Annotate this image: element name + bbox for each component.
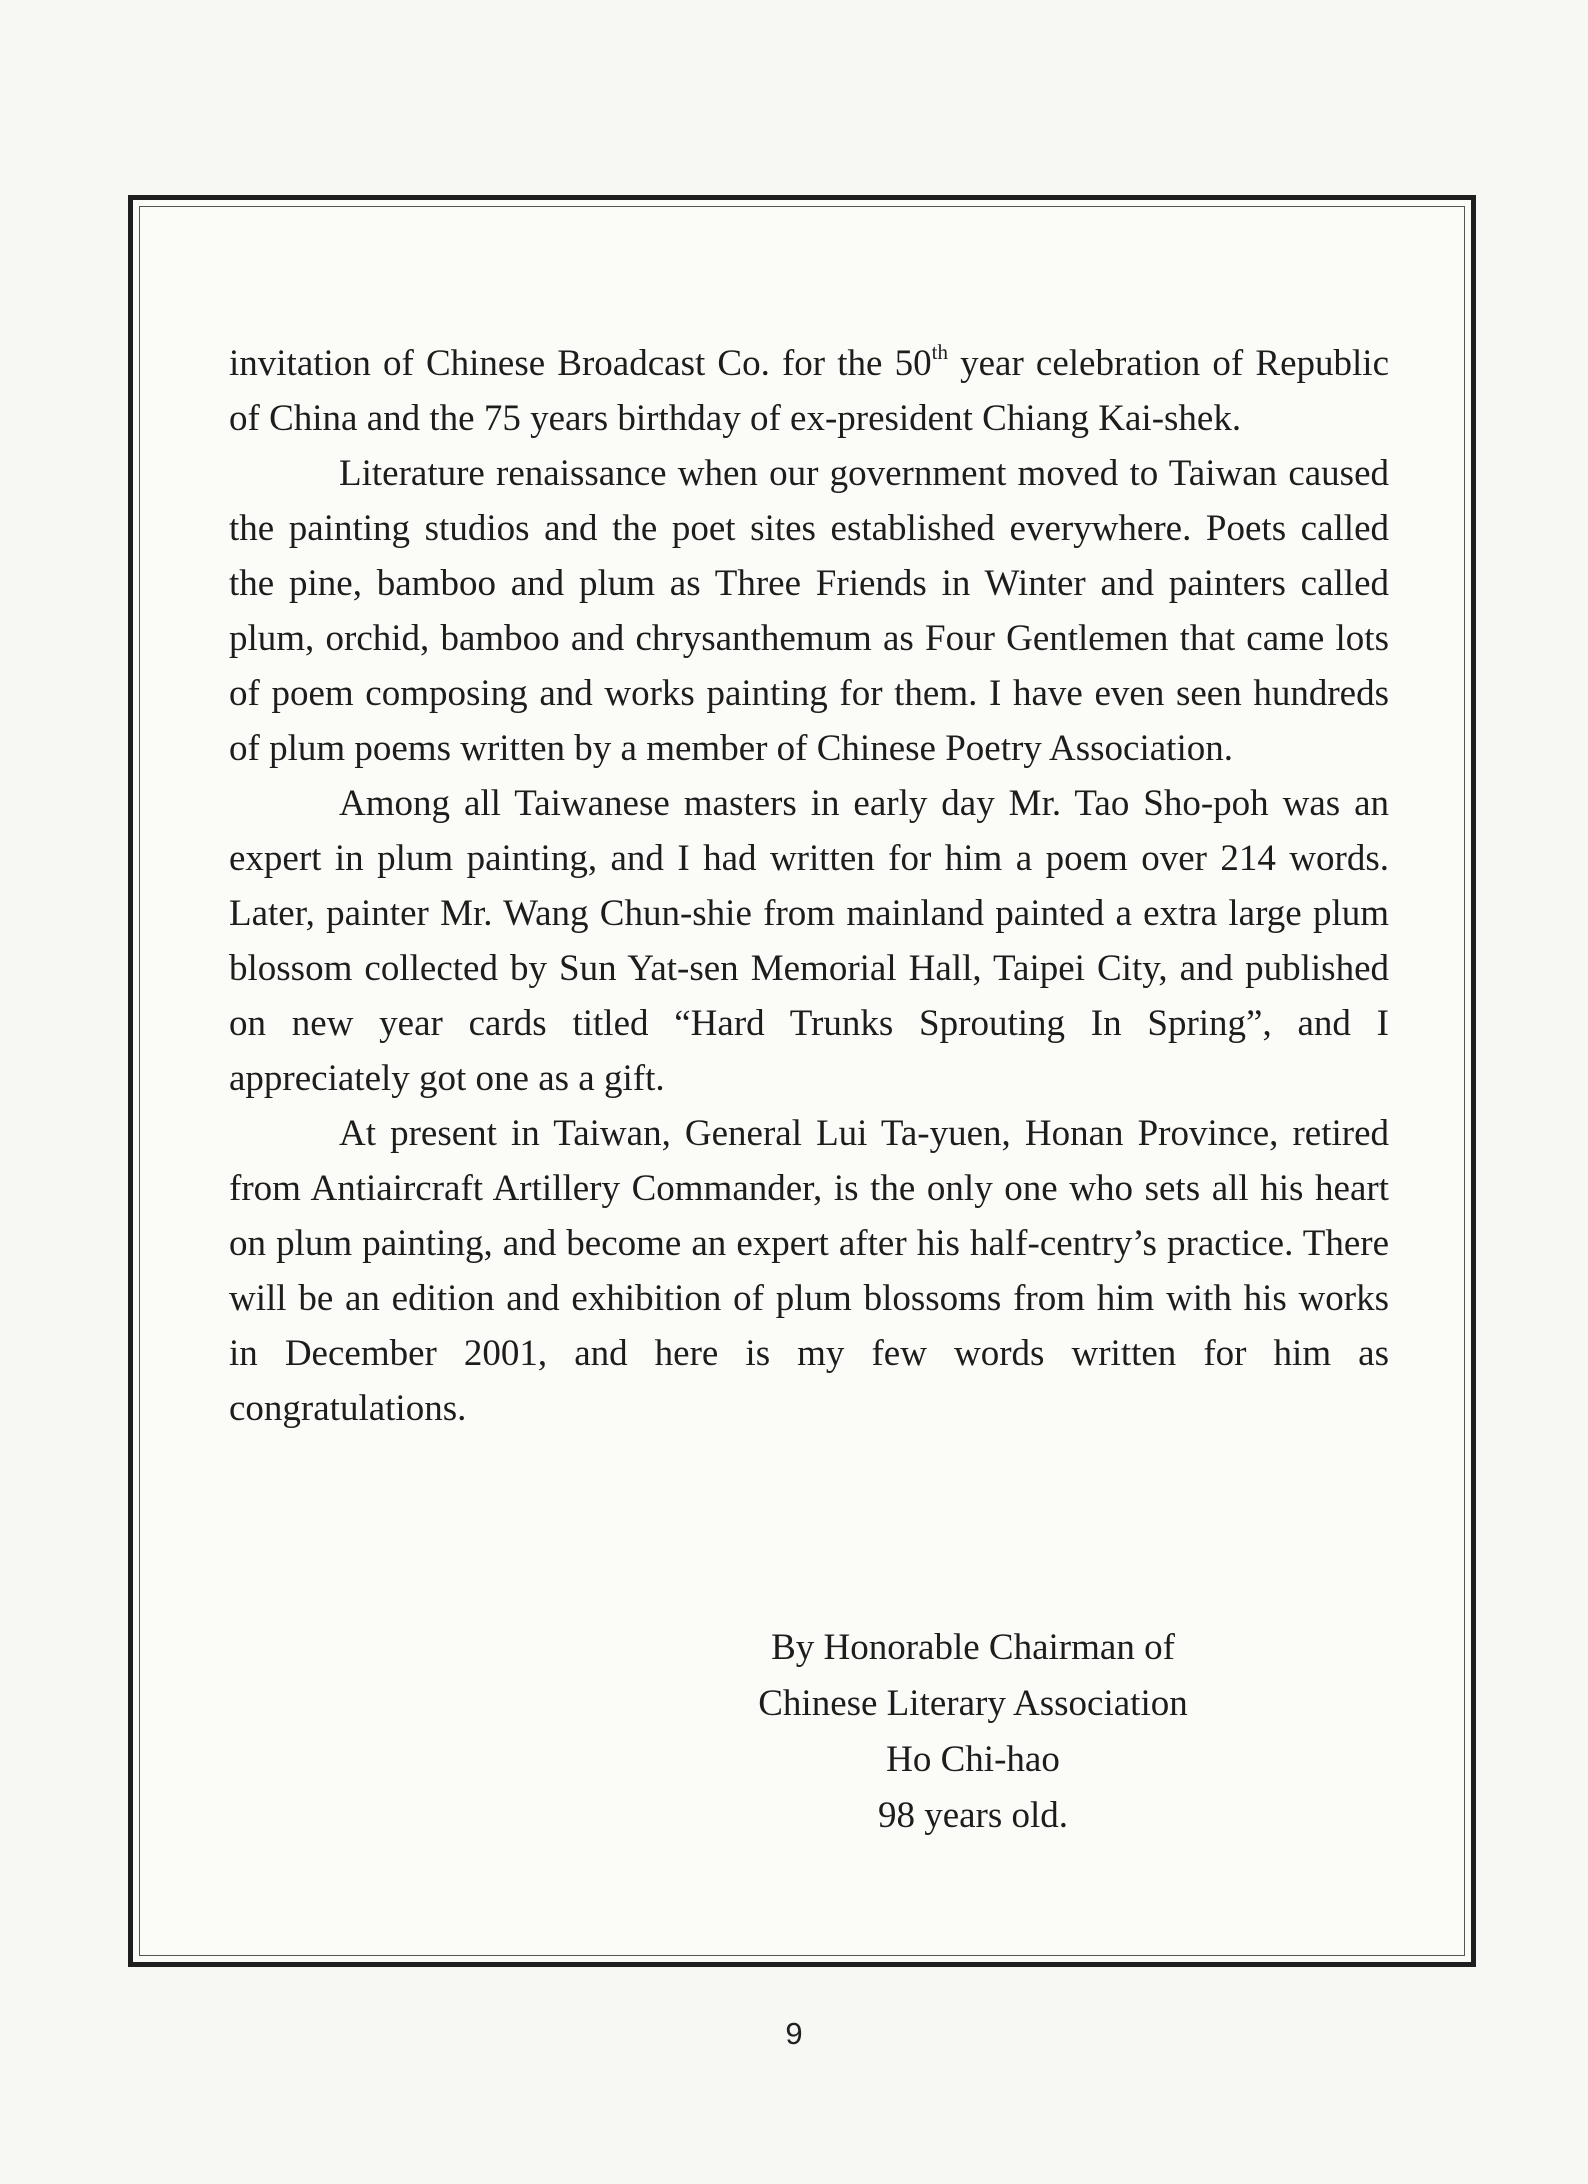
paragraph-2: Literature renaissance when our government moved to Taiwan caused the painting studios and the poet sites established everywhere. Poets called the pine, bamboo and plum as Three Friends in Winter and painters called plum, orchid, bamboo and chrysanthemum as Four Gentlemen that came lots of poem composing and works painting for them. I have even seen hundreds of plum poems written by a member of Chinese Poetry Association.: [229, 453, 1389, 769]
paragraph-1-part-2: year celebration of Republic of China and the 75 years birthday of ex-president Chiang Kai-shek.: [229, 343, 1389, 439]
text-frame: [128, 195, 1476, 1967]
signature-line-1: By Honorable Chairman of: [771, 1627, 1175, 1668]
paragraph-4: At present in Taiwan, General Lui Ta-yuen, Honan Province, retired from Antiaircraft Artillery Commander, is the only one who sets all his heart on plum painting, and become an expert after his half-centry’s practice. There will be an edition and exhibition of plum blossoms from him with his works in December 2001, and here is my few words written for him as congratulations.: [229, 1113, 1389, 1429]
paragraph-1: [229, 336, 1389, 446]
body-text: [229, 336, 1389, 1436]
ordinal-superscript: th: [931, 340, 948, 364]
signature-line-4: 98 years old.: [877, 1795, 1069, 1836]
paragraph-3: Among all Taiwanese masters in early day Mr. Tao Sho-poh was an expert in plum painting, and I had written for him a poem over 214 words. Later, painter Mr. Wang Chun-shie from mainland painted a extra large plum blossom collected by Sun Yat-sen Memorial Hall, Taipei City, and published on new year cards titled “Hard Trunks Sprouting In Spring”, and I appreciately got one as a gift.: [229, 783, 1389, 1099]
signature-line-2: Chinese Literary Association: [758, 1683, 1188, 1724]
signature-block: [693, 1620, 1253, 1844]
page-number: 9: [785, 2016, 803, 2051]
paragraph-1-part-1: invitation of Chinese Broadcast Co. for the 50: [229, 343, 932, 384]
signature-line-3: Ho Chi-hao: [886, 1739, 1060, 1780]
